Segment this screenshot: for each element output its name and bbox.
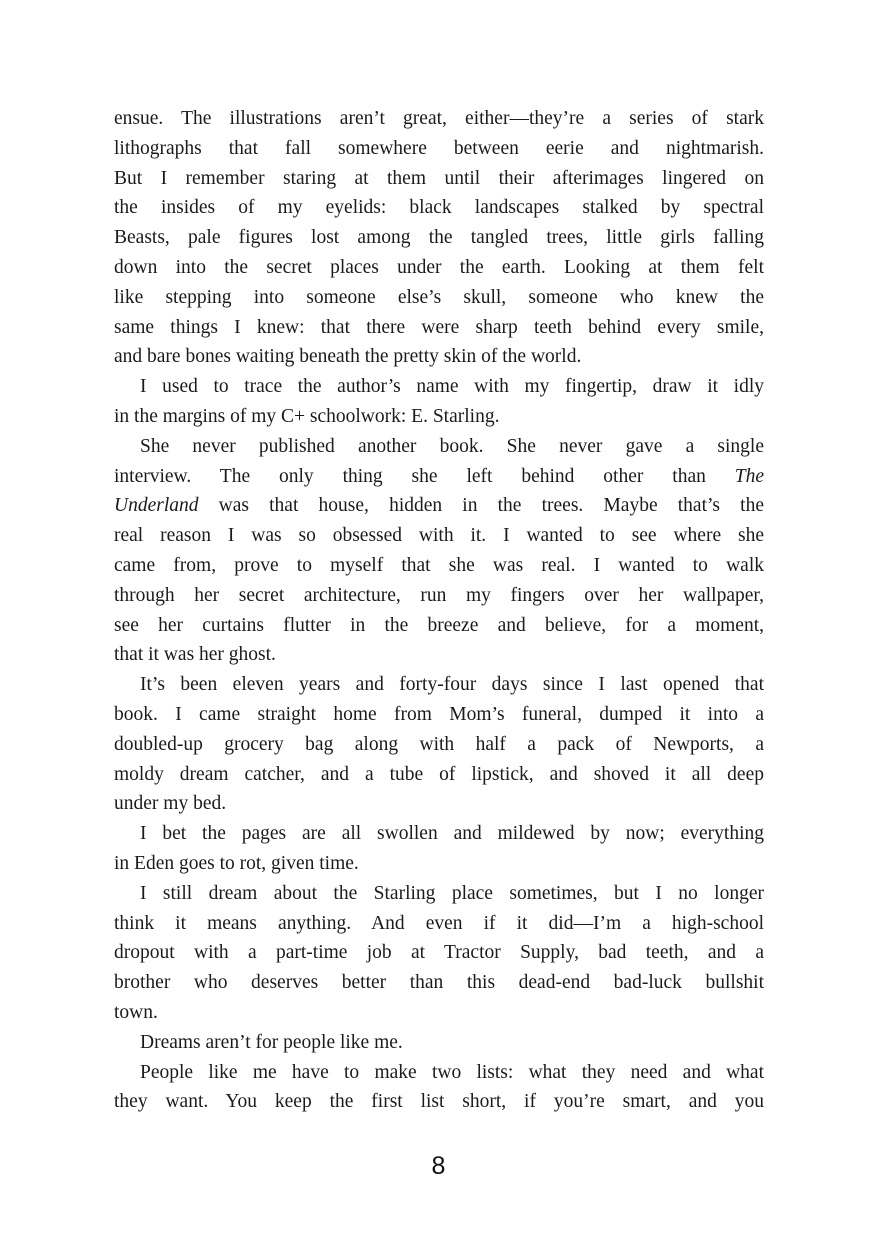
text-line: in the margins of my C+ schoolwork: E. Starling.: [114, 405, 500, 427]
text-line: came from, prove to myself that she was real. I wanted to walk: [114, 554, 764, 576]
text-line: It’s been eleven years and forty-four days since I last opened that: [140, 674, 764, 696]
text-line: under my bed.: [114, 793, 227, 815]
text-line: But I remember staring at them until their afterimages lingered on: [114, 167, 764, 189]
text-line: down into the secret places under the earth. Looking at them felt: [114, 256, 764, 278]
text-line: in Eden goes to rot, given time.: [114, 852, 359, 874]
text-line: through her secret architecture, run my fingers over her wallpaper,: [114, 584, 764, 606]
text-line: ensue. The illustrations aren’t great, either—they’re a series of stark: [114, 108, 764, 129]
text-line: People like me have to make two lists: what they need and what: [140, 1061, 764, 1083]
text-line: interview. The only thing she left behind other than The: [114, 465, 764, 487]
text-line: think it means anything. And even if it did—I’m a high-school: [114, 912, 764, 934]
text-line: Dreams aren’t for people like me.: [140, 1031, 403, 1053]
text-line: lithographs that fall somewhere between eerie and nightmarish.: [114, 137, 764, 159]
text-line: I used to trace the author’s name with my fingertip, draw it idly: [140, 376, 764, 398]
text-line: they want. You keep the first list short, if you’re smart, and you: [114, 1091, 764, 1113]
page-text: [114, 104, 764, 1117]
text-line: book. I came straight home from Mom’s funeral, dumped it into a: [114, 703, 764, 725]
text-line: town.: [114, 1001, 158, 1023]
text-line: Beasts, pale figures lost among the tangled trees, little girls falling: [114, 227, 764, 249]
text-line: dropout with a part-time job at Tractor Supply, bad teeth, and a: [114, 942, 764, 964]
text-line: and bare bones waiting beneath the pretty skin of the world.: [114, 346, 582, 368]
text-line: doubled-up grocery bag along with half a pack of Newports, a: [114, 733, 764, 755]
text-line: brother who deserves better than this dead-end bad-luck bullshit: [114, 972, 764, 994]
text-line: real reason I was so obsessed with it. I wanted to see where she: [114, 525, 764, 547]
text-line: I bet the pages are all swollen and mildewed by now; everything: [140, 823, 764, 845]
text-line: see her curtains flutter in the breeze and believe, for a moment,: [114, 614, 764, 636]
page-number: 8: [431, 1152, 446, 1180]
text-line: that it was her ghost.: [114, 644, 276, 666]
text-line: like stepping into someone else’s skull, someone who knew the: [114, 286, 764, 308]
italic-text: The: [734, 465, 764, 487]
italic-text: Underland: [114, 495, 199, 517]
text-line: the insides of my eyelids: black landscapes stalked by spectral: [114, 197, 764, 219]
text-line: moldy dream catcher, and a tube of lipstick, and shoved it all deep: [114, 763, 764, 785]
text-line: I still dream about the Starling place sometimes, but I no longer: [140, 882, 764, 904]
text-line: Underland was that house, hidden in the trees. Maybe that’s the: [114, 495, 764, 517]
text-line: She never published another book. She never gave a single: [140, 435, 764, 457]
text-line: same things I knew: that there were sharp teeth behind every smile,: [114, 316, 764, 338]
